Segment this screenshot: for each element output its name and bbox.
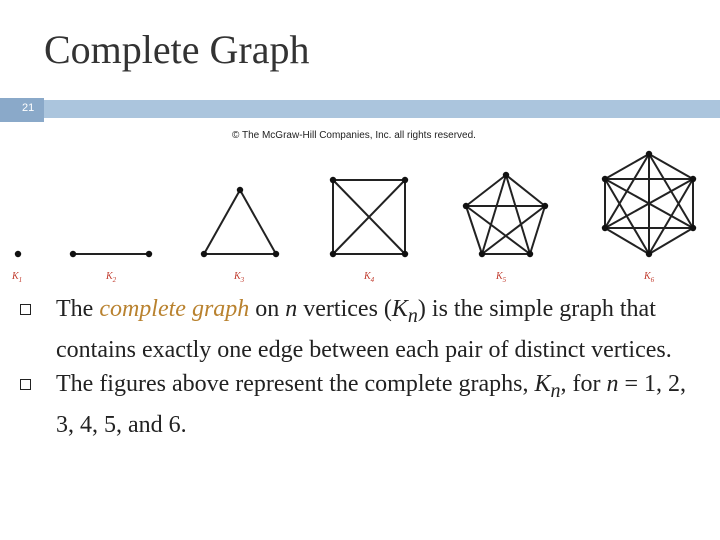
- graph-vertex: [237, 187, 243, 193]
- graph-vertex: [201, 251, 207, 257]
- graph-vertex: [479, 251, 485, 257]
- graph-label-k4: $K_4$: [364, 271, 375, 284]
- graph-edge: [506, 175, 530, 254]
- bullet-item-definition: The complete graph on n vertices $(K_n)$ is the simple graph that contains exactly one edge between each pair of distinct vertices.: [20, 292, 700, 367]
- graph-vertex: [646, 151, 652, 157]
- graph-vertex: [330, 251, 336, 257]
- graph-edge: [482, 206, 545, 254]
- bullet-item-figures: The figures above represent the complete graphs, $K_n$, for n = 1, 2, 3, 4, 5, and 6.: [20, 367, 700, 442]
- graph-edge: [506, 175, 545, 206]
- graph-label-k3: $K_3$: [234, 271, 245, 284]
- graph-vertex: [15, 251, 21, 257]
- bullet-list: [20, 292, 700, 442]
- graph-vertex: [690, 225, 696, 231]
- header-accent-bar: [44, 100, 720, 118]
- graph-vertex: [402, 177, 408, 183]
- graph-edge: [530, 206, 545, 254]
- slide-number: 21: [22, 102, 35, 114]
- graph-label-k2: $K_2$: [106, 271, 117, 284]
- slide-title: Complete Graph: [44, 27, 310, 72]
- graph-label-k5: $K_5$: [496, 271, 507, 284]
- graph-label-k6: $K_6$: [644, 271, 655, 284]
- graph-edge: [482, 175, 506, 254]
- graph-edge: [204, 190, 240, 254]
- graph-vertex: [503, 172, 509, 178]
- graph-vertex: [330, 177, 336, 183]
- graph-vertex: [690, 176, 696, 182]
- graph-vertex: [602, 225, 608, 231]
- graph-vertex: [542, 203, 548, 209]
- graph-vertex: [70, 251, 76, 257]
- graph-edge: [466, 175, 506, 206]
- graph-vertex: [646, 251, 652, 257]
- graph-vertex: [602, 176, 608, 182]
- graph-vertex: [463, 203, 469, 209]
- bullet-square-icon: [20, 304, 31, 315]
- graph-vertex: [402, 251, 408, 257]
- emphasis-term: complete graph: [99, 296, 250, 322]
- copyright-notice: © The McGraw-Hill Companies, Inc. all rights reserved.: [232, 130, 476, 141]
- graph-edge: [240, 190, 276, 254]
- graph-edge: [466, 206, 530, 254]
- graph-label-k1: $K_1$: [12, 271, 23, 284]
- graph-vertex: [273, 251, 279, 257]
- bullet-square-icon: [20, 379, 31, 390]
- graph-vertex: [146, 251, 152, 257]
- graph-vertex: [527, 251, 533, 257]
- complete-graphs-figure: [0, 140, 720, 285]
